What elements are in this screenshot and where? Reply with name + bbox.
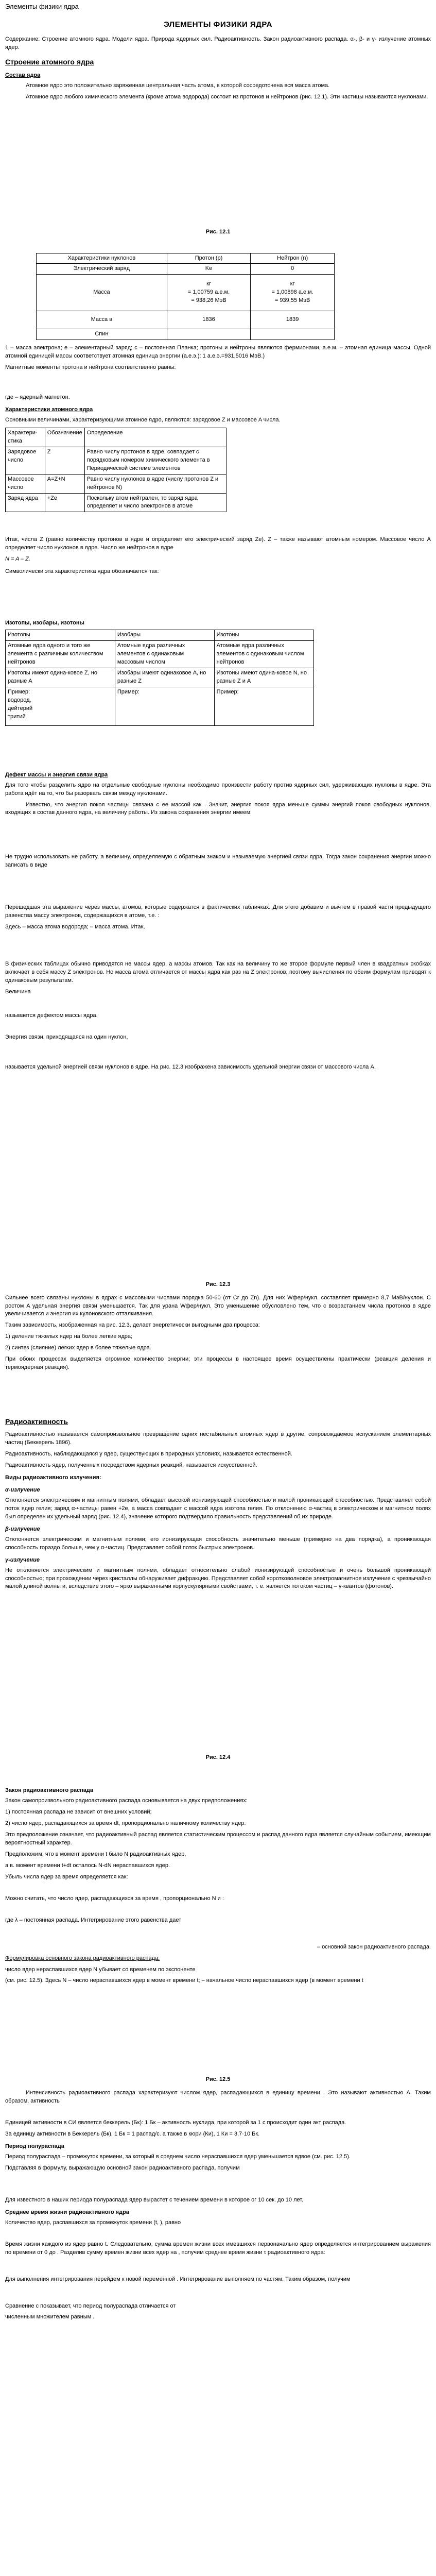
table-cell: Изобары имеют одинаковое A, но разные Z: [115, 668, 214, 687]
paragraph: За единицу активности в Беккерель (Бк), 1 Бк = 1 распад/с. а также в кюри (Ки), 1 Ки = 3,7·10 Бк.: [5, 2131, 260, 2138]
paragraph: (см. рис. 12.5). Здесь N – число нераспавшихся ядер в момент времени t; – начальное число нераспавшихся ядер (в момент времени t: [5, 1977, 363, 1984]
table-header: Изотопы: [6, 630, 115, 641]
value: = 939,55 МэВ: [274, 297, 310, 304]
table-header: Определение: [84, 428, 226, 447]
paragraph: называется удельной энергией связи нуклонов в ядре. На рис. 12.3 изображена зависимость удельной энергии связи от массового числа A.: [5, 1063, 376, 1070]
table-cell: Протон (p): [167, 253, 251, 264]
subheading-radiation-types: Виды радиоактивного излучения:: [5, 1475, 101, 1481]
table-cell: Нейтрон (n): [251, 253, 335, 264]
paragraph: Величина: [5, 988, 31, 995]
figure-space: [5, 1594, 431, 1749]
table-cell: Пример: водород, дейтерий тритий: [6, 687, 115, 725]
table-cell: Зарядовое число: [6, 447, 45, 474]
paragraph: а в. момент времени t+dt осталось N-dN нераспавшихся ядер.: [5, 1862, 170, 1869]
paragraph: Закон самопроизвольного радиоактивного распада основывается на двух предположениях:: [5, 1798, 248, 1804]
paragraph: число ядер нераспавшихся ядер N убывает со временем по экспоненте: [5, 1966, 196, 1973]
paragraph: Отклоняется электрическим и магнитным полями, обладает высокой ионизирующей способностью и малой проникающей способностью. Представляет собой поток ядер гелия; заряд α-частицы равен +2e, а масса совпадает с массой ядра изотопа гелия. По отклонению α-частиц в электрическом и магнитном полях был определен их удельный заряд (рис. 12.4), значение которого подтвердило правильность представлений об их природе.: [5, 1497, 431, 1520]
table-row: [6, 687, 314, 725]
table-cell: Масса: [37, 275, 167, 311]
value: = 938,26 МэВ: [191, 297, 226, 304]
paragraph: Для выполнения интегрирования перейдем к новой переменной . Интегрирование выполняем по частям. Таким образом, получим: [5, 2276, 351, 2282]
table-cell: Атомные ядра различных элементов с одинаковым массовым числом: [115, 641, 214, 668]
table-cell: Пример:: [214, 687, 313, 725]
section-heading-radioactivity: Радиоактивность: [5, 1417, 68, 1426]
paragraph: Атомное ядро это положительно заряженная центральная часть атома, в которой сосредоточена вся масса атома.: [26, 82, 330, 89]
table-cell: Заряд ядра: [6, 493, 45, 512]
table-row: [6, 493, 226, 512]
subheading-isotopes: Изотопы, изобары, изотоны: [5, 620, 84, 626]
table-cell: Поскольку атом нейтрален, то заряд ядра определяет и число электронов в атоме: [84, 493, 226, 512]
paragraph: Символически эта характеристика ядра обозначается так:: [5, 568, 159, 575]
table-header: Обозначение: [45, 428, 84, 447]
paragraph: При обоих процессах выделяется огромное количество энергии; эти процессы в настоящее время осуществлены практически (реакция деления и термоядерная реакция).: [5, 1356, 431, 1371]
paragraph: Подставляя в формулу, выражающую основной закон радиоактивного распада, получим: [5, 2164, 240, 2171]
table-cell: +Ze: [45, 493, 84, 512]
figure-caption: Рис. 12.4: [205, 1754, 231, 1761]
value: = 1,00898 а.е.м.: [271, 289, 313, 296]
table-cell: Равно числу нуклонов в ядре (числу протонов Z и нейтронов N): [84, 474, 226, 493]
paragraph: Отклоняется электрическим и магнитным полями; его ионизирующая способность значительно меньше (примерно на два порядка), а проникающая способность гораздо больше, чем у α-частиц. Представляет собой поток быстрых электронов.: [5, 1536, 431, 1551]
characteristics-table: [5, 428, 226, 512]
section-heading-structure: Строение атомного ядра: [5, 58, 94, 66]
paragraph: 1) деление тяжелых ядер на более легкие ядра;: [5, 1333, 133, 1340]
table-cell: [167, 275, 251, 311]
paragraph: Атомное ядро любого химического элемента (кроме атома водорода) состоит из протонов и нейтронов (рис. 12.1). Эти частицы называются нуклонами.: [26, 93, 428, 100]
paragraph: – основной закон радиоактивного распада.: [317, 1943, 431, 1950]
paragraph: Убыль числа ядер за время определяется как:: [5, 1873, 128, 1880]
table-cell: Электрический заряд: [37, 264, 167, 275]
paragraph: 2) число ядер, распадающихся за время dt, пропорционально наличному количеству ядер.: [5, 1820, 246, 1827]
subheading-mass-defect: Дефект массы и энергия связи ядра: [5, 771, 108, 778]
table-cell: Пример:: [115, 687, 214, 725]
value: = 1,00759 а.е.м.: [187, 289, 230, 296]
paragraph: Можно считать, что число ядер, распадающихся за время , пропорционально N и :: [5, 1895, 224, 1902]
paragraph: Период полураспада – промежуток времени, за который в среднем число нераспавшихся ядер уменьшается вдвое (см. рис. 12.5).: [5, 2154, 351, 2160]
paragraph: Здесь – масса атома водорода; – масса атома. Итак,: [5, 924, 145, 930]
paragraph: Известно, что энергия покоя частицы связана с ее массой как . Значит, энергия покоя ядра меньше суммы энергий покоя свободных нуклонов, входящих в состав данного ядра, на величину работы. Из закона сохранения энергии имеем:: [5, 801, 431, 816]
subheading-gamma: γ-излучение: [5, 1556, 40, 1563]
subheading-composition: Состав ядра: [5, 72, 41, 78]
paragraph: В физических таблицах обычно приводятся не массы ядер, а массы атомов. Так как на величину то же второе формуле первый член в квадратных скобках включает в себя массу Z электронов. Но масса атома отличается от массы ядра как раз на Z электронов, поэтому вычисления по обеим формулам приводят к одинаковым результатам.: [5, 961, 431, 984]
figure-caption: Рис. 12.3: [205, 1281, 231, 1287]
paragraph: Радиоактивностью называется самопроизвольное превращение одних нестабильных атомных ядер в другие, сопровождаемое испусканием элементарных частиц (Беккерель 1896).: [5, 1431, 431, 1446]
paragraph: 2) синтез (слияние) легких ядер в более тяжелые ядра.: [5, 1345, 151, 1351]
paragraph: 1) постоянная распада не зависит от внешних условий;: [5, 1809, 152, 1816]
table-cell: Атомные ядра одного и того же элемента с различным количеством нейтронов: [6, 641, 115, 668]
paragraph: Время жизни каждого из ядер равно t. Следовательно, сумма времен жизни всех имевшихся первоначально ядер определяется интегрированием выражения по времени от 0 до . Разделив сумму времен жизни всех ядер на , получим среднее время жизни τ радиоактивного ядра:: [5, 2241, 431, 2256]
table-cell: Изотопы имеют одина-ковое Z, но разные A: [6, 668, 115, 687]
paragraph: Сравнение с показывает, что период полураспада отличается от: [5, 2302, 176, 2309]
table-cell: 1839: [251, 311, 335, 329]
table-cell: [251, 329, 335, 340]
paragraph: где λ – постоянная распада. Интегрирование этого равенства дает: [5, 1917, 182, 1923]
table-cell: Изотоны имеют одина-ковое N, но разные Z и A: [214, 668, 313, 687]
paragraph: Единицей активности в СИ является беккерель (Бк): 1 Бк – активность нуклида, при которой за 1 с происходит один акт распада.: [5, 2120, 346, 2126]
paragraph: Радиоактивность ядер, полученных посредством ядерных реакций, называется искусственной.: [5, 1462, 257, 1469]
table-row: [6, 474, 226, 493]
figure-space: [5, 1988, 431, 2071]
paragraph: Радиоактивность, наблюдающаяся у ядер, существующих в природных условиях, называется естественной.: [5, 1451, 292, 1458]
paragraph: Основными величинами, характеризующими атомное ядро, являются: зарядовое Z и массовое A числа.: [5, 417, 281, 423]
contents: Содержание: Строение атомного ядра. Модели ядра. Природа ядерных сил. Радиоактивность. Закон радиоактивного распада. α-, β- и γ- излучение атомных ядер.: [5, 36, 431, 50]
formula: N = A – Z.: [5, 556, 31, 563]
table-cell: A=Z+N: [45, 474, 84, 493]
table-cell: 0: [251, 264, 335, 275]
table-header: Изобары: [115, 630, 214, 641]
paragraph: Количество ядер, распавшихся за промежуток времени (t, ), равно: [5, 2219, 181, 2226]
figure-caption: Рис. 12.1: [205, 228, 231, 235]
table-cell: 1836: [167, 311, 251, 329]
table-row: [6, 641, 314, 668]
paragraph: Не трудно использовать не работу, а величину, определяемую с обратным знаком и называемую энергией связи ядра. Тогда закон сохранения энергии можно записать в виде: [5, 854, 431, 869]
paragraph: Для того чтобы разделить ядро на отдельные свободные нуклоны необходимо произвести работу против ядерных сил, удерживающих нуклоны в ядре. Эта работа идёт на то, что бы разорвать связи между нуклонами.: [5, 782, 431, 796]
subheading-mean-lifetime: Среднее время жизни радиоактивного ядра: [5, 2209, 129, 2215]
table-cell: [167, 329, 251, 340]
subheading-decay-law: Закон радиоактивного распада: [5, 1787, 94, 1794]
subheading-half-life: Период полураспада: [5, 2143, 64, 2150]
paragraph: Не отклоняется электрическим и магнитным полями, обладает относительно слабой ионизирующей способностью и очень большой проникающей способностью; при прохождении через кристаллы обнаруживает дифракцию. Представляет собой коротковолновое электромагнитное излучение с чрезвычайно малой длиной волны и, вследствие этого – ярко выраженными корпускулярными свойствами, т. е. является потоком частиц – γ-квантов (фотонов).: [5, 1567, 431, 1590]
table-row: [6, 447, 226, 474]
paragraph: называется дефектом массы ядра.: [5, 1012, 98, 1019]
paragraph: Энергия связи, приходящаяся на один нуклон,: [5, 1033, 128, 1040]
table-cell: [37, 311, 167, 329]
figure-space: [5, 1075, 431, 1276]
subheading-beta: β-излучение: [5, 1526, 40, 1532]
table-header: Характери-стика: [6, 428, 45, 447]
figure-caption: Рис. 12.5: [205, 2076, 231, 2083]
document-title: ЭЛЕМЕНТЫ ФИЗИКИ ЯДРА: [164, 20, 272, 29]
paragraph: где – ядерный магнетон.: [5, 394, 70, 401]
table-cell: Характеристики нуклонов: [37, 253, 167, 264]
table-cell: Атомные ядра различных элементов с одинаковым числом нейтронов: [214, 641, 313, 668]
paragraph: Таким зависимость, изображенная на рис. 12.3, делает энергетически выгодными два процесса:: [5, 1322, 260, 1329]
paragraph: Итак, числа Z (равно количеству протонов в ядре и определяет его электрический заряд Ze). Z – также называют атомным номером. Массовое число A определяет число нуклонов в ядре. Число же нейтронов в ядре: [5, 536, 431, 551]
paragraph: Предположим, что в момент времени t было N радиоактивных ядер,: [5, 1851, 186, 1857]
paragraph: 1 – масса электрона; е – элементарный заряд; с – постоянная Планка; протоны и нейтроны являются фермионами, а.е.м. – атомная единица массы. Одной атомной единицей массы соответствует атомная единица энергии (а.е.э.): 1 а.е.э.=931,5016 МэВ.): [5, 345, 431, 360]
table-cell: Равно числу протонов в ядре, совпадает с порядковым номером химического элемента в Периодической системе элементов: [84, 447, 226, 474]
value: Масса в: [91, 316, 113, 323]
nucleon-table: [36, 253, 335, 341]
paragraph: Магнитные моменты протона и нейтрона соответственно равны:: [5, 364, 176, 371]
table-cell: Z: [45, 447, 84, 474]
paragraph: Интенсивность радиоактивного распада характеризуют числом ядер, распадающихся в единицу времени . Это называют активностью A. Таким образом, активность: [5, 2090, 431, 2105]
table-cell: Ke: [167, 264, 251, 275]
page-title: Элементы физики ядра: [5, 3, 79, 10]
paragraph: Для известного в наших периода полураспада ядер вырастет с течением времени в которое ог 10 сек. до 10 лет.: [5, 2196, 304, 2203]
table-cell: [251, 275, 335, 311]
paragraph: численным множителем равным .: [5, 2314, 95, 2320]
paragraph: Сильнее всего связаны нуклоны в ядрах с массовыми числами порядка 50-60 (от Cr до Zn). Для них Wфер/нукл. составляет примерно 8,7 МэВ/нуклон. С ростом A удельная энергия связи уменьшается. Так для урана Wфер/нукл. Это уменьшение обусловлено тем, что с возрастанием числа протонов в ядре увеличивается и энергия их кулоновского отталкивания.: [5, 1294, 431, 1317]
table-cell: Спин: [37, 329, 167, 340]
subheading-law-formulation: Формулировка основного закона радиоактивного распада:: [5, 1955, 160, 1961]
table-header: Изотоны: [214, 630, 313, 641]
subheading-characteristics: Характеристики атомного ядра: [5, 406, 93, 413]
isotopes-table: [5, 630, 314, 726]
paragraph: Это предположение означает, что радиоактивный распад является статистическим процессом и распад данного ядра является случайным событием, имеющим вероятностный характер.: [5, 1832, 431, 1846]
paragraph: Перешедшая эта выражение через массы, атомов, которые содержатся в фактических табличках. Для этого добавим и вычтем в правой части предыдущего равенства массу электронов, содержащихся в атоме, т.е. :: [5, 904, 431, 919]
subheading-alpha: α-излучение: [5, 1487, 40, 1494]
value: кг: [206, 281, 211, 287]
table-cell: Массовое число: [6, 474, 45, 493]
table-row: [6, 668, 314, 687]
figure-space: [5, 105, 431, 223]
value: кг: [290, 281, 295, 287]
